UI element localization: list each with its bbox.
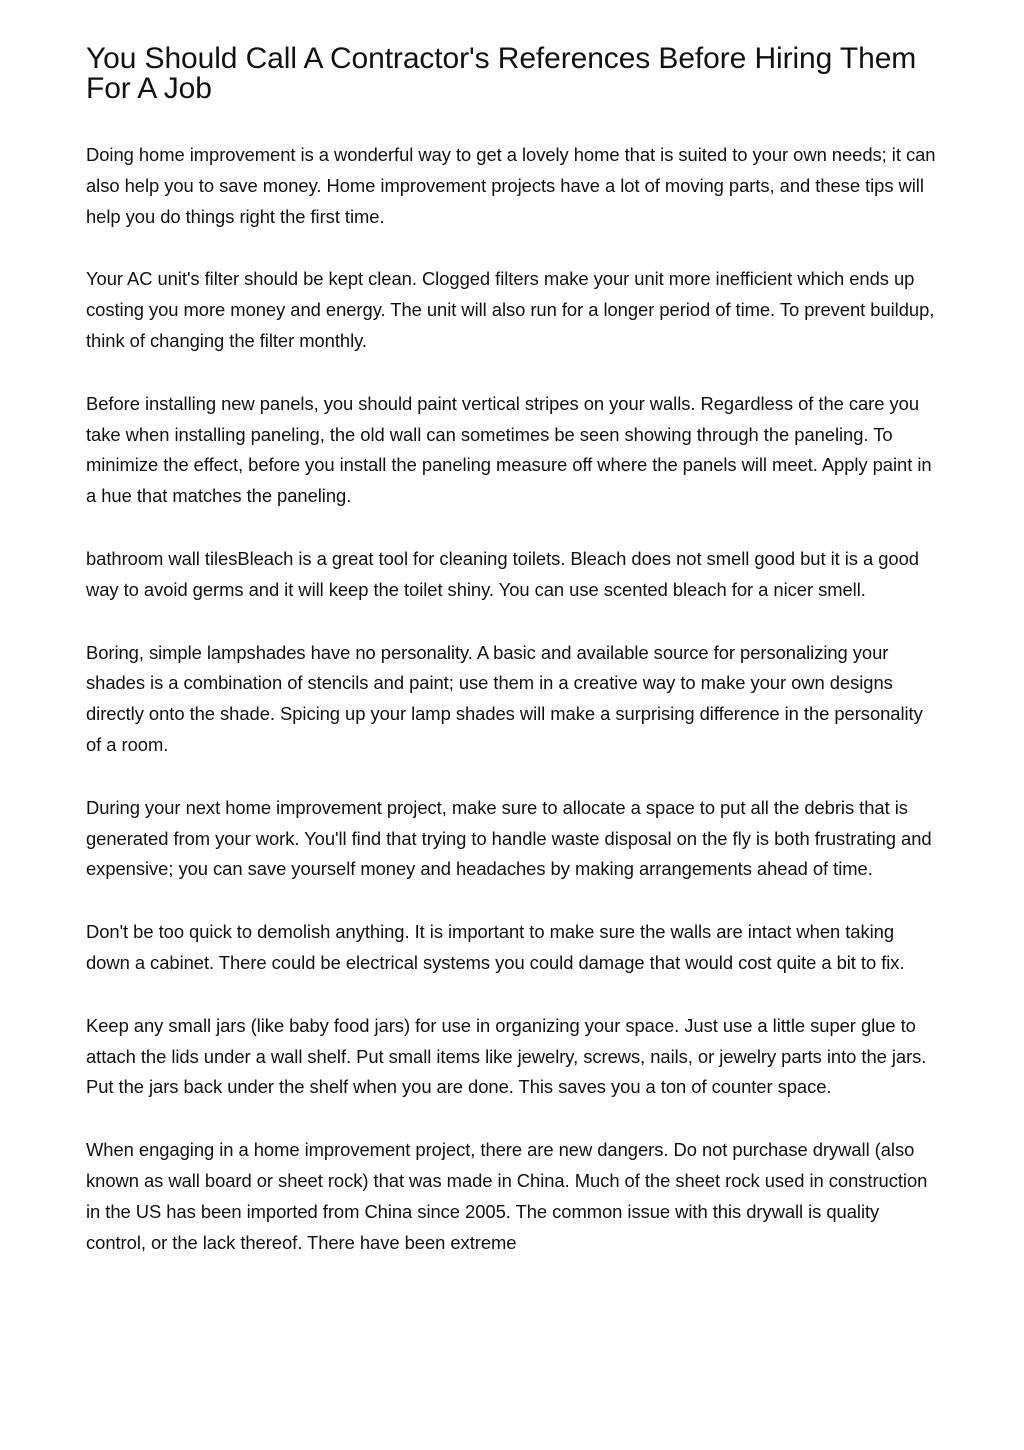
paragraph-small-jars: Keep any small jars (like baby food jars) for use in organizing your space. Just use a little super glue to attach the lids under a wall shelf. Put small items like jewelry, screws, nails, or jewelry parts into the jars. Put the jars back under the shelf when you are done. This saves you a ton of counter space.: [86, 1014, 927, 1098]
paragraph-bleach: bathroom wall tilesBleach is a great tool for cleaning toilets. Bleach does not smell good but it is a good way to avoid germs and it will keep the toilet shiny. You can use scented bleach for a nicer smell.: [86, 547, 919, 600]
page-title: You Should Call A Contractor's References Before Hiring Them For A Job: [86, 42, 917, 105]
paragraph-demolish: Don't be too quick to demolish anything. It is important to make sure the walls are intact when taking down a cabinet. There could be electrical systems you could damage that would cost quite a bit to fix.: [86, 921, 905, 973]
paragraph-drywall: When engaging in a home improvement project, there are new dangers. Do not purchase drywall (also known as wall board or sheet rock) that was made in China. Much of the sheet rock used in construction in the US has been imported from China since 2005. The common issue with this drywall is quality control, or the lack thereof. There have been extreme: [86, 1139, 928, 1253]
document-page: [86, 44, 942, 1290]
paragraph-lampshades: Boring, simple lampshades have no personality. A basic and available source for personalizing your shades is a combination of stencils and paint; use them in a creative way to make your own designs directly onto the shade. Spicing up your lamp shades will make a surprising difference in the personality of a room.: [86, 641, 923, 755]
paragraph-intro: Doing home improvement is a wonderful way to get a lovely home that is suited to your own needs; it can also help you to save money. Home improvement projects have a lot of moving parts, and these tips will help you do things right the first time.: [86, 144, 936, 227]
paragraph-paneling: Before installing new panels, you should paint vertical stripes on your walls. Regardless of the care you take when installing paneling, the old wall can sometimes be seen showing through the paneling. To minimize the effect, before you install the paneling measure off where the panels will meet. Apply paint in a hue that matches the paneling.: [86, 392, 932, 507]
paragraph-debris: During your next home improvement project, make sure to allocate a space to put all the debris that is generated from your work. You'll find that trying to handle waste disposal on the fly is both frustrating and expensive; you can save yourself money and headaches by making arrangements ahead of time.: [86, 796, 932, 880]
article-body: [86, 140, 942, 1258]
paragraph-ac-filter: Your AC unit's filter should be kept clean. Clogged filters make your unit more inefficient which ends up costing you more money and energy. The unit will also run for a longer period of time. To prevent buildup, think of changing the filter monthly.: [86, 268, 935, 351]
